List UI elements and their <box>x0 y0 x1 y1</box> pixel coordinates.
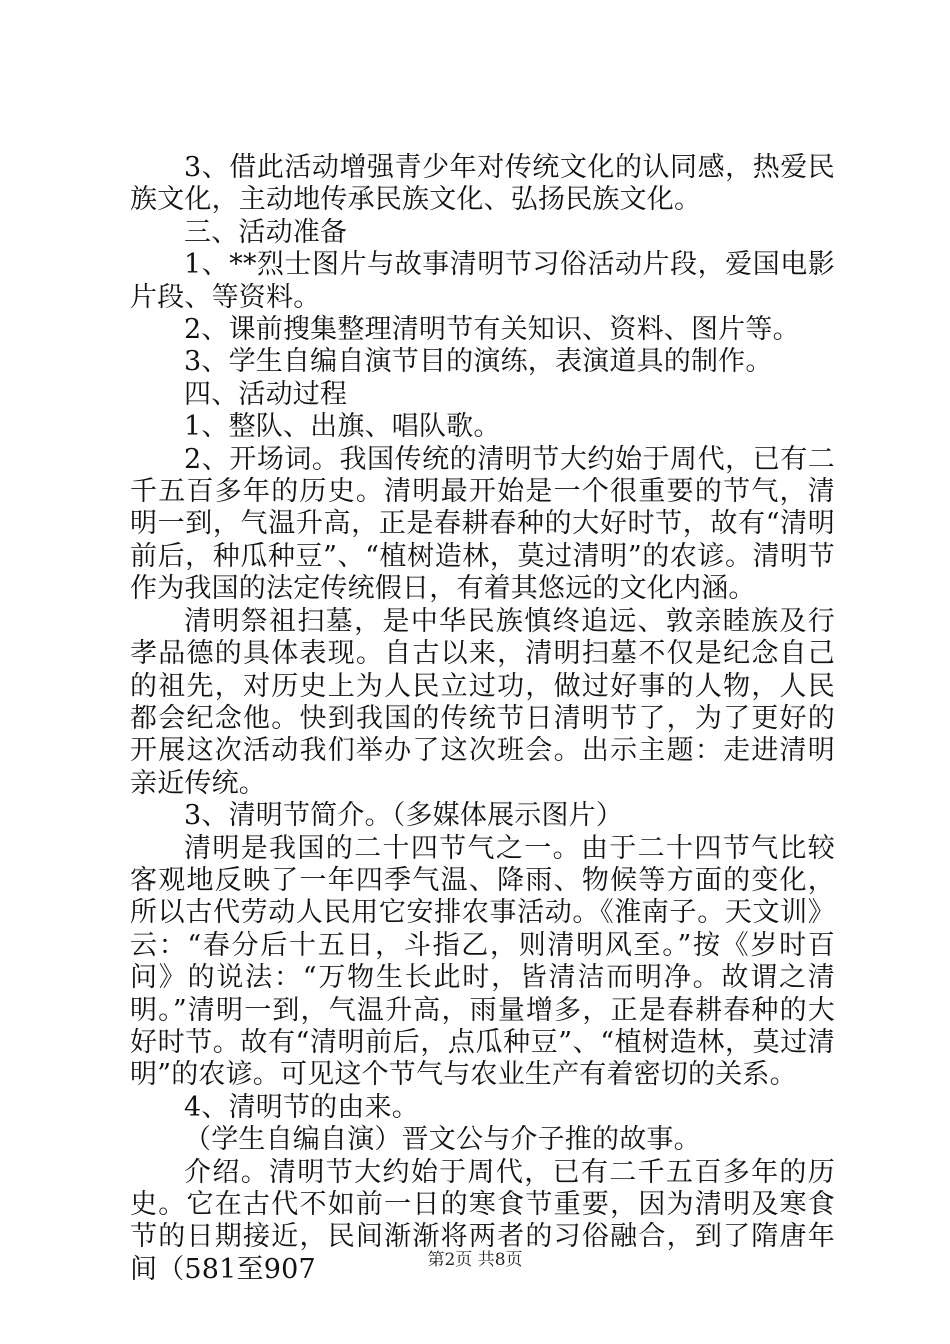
paragraph-goal-3: 3、借此活动增强青少年对传统文化的认同感，热爱民族文化，主动地传承民族文化、弘扬民族文化。 <box>130 152 835 216</box>
paragraph-intro-heading: 3、清明节简介。（多媒体展示图片） <box>184 800 624 832</box>
paragraph-origin-heading: 4、清明节的由来。 <box>184 1091 419 1123</box>
paragraph-prep-1: 1、**烈士图片与故事清明节习俗活动片段，爱国电影片段、等资料。 <box>130 249 835 313</box>
document-body <box>130 152 835 1286</box>
paragraph-prep-2: 2、课前搜集整理清明节有关知识、资料、图片等。 <box>184 314 800 346</box>
paragraph-process-1: 1、整队、出旗、唱队歌。 <box>184 411 501 443</box>
page-number-footer: 第2页 共8页 <box>427 1250 523 1270</box>
paragraph-introduction: 介绍。清明节大约始于周代，已有二千五百多年的历史。它在古代不如前一日的寒食节重要，因为清明及寒食节的日期接近，民间渐渐将两者的习俗融合，到了隋唐年间（581至907 <box>130 1156 835 1285</box>
paragraph-solar-term: 清明是我国的二十四节气之一。由于二十四节气比较客观地反映了一年四季气温、降雨、物候等方面的变化，所以古代劳动人民用它安排农事活动。《淮南子。天文训》云：“春分后十五日，斗指乙，则清明风至。”按《岁时百问》的说法：“万物生长此时，皆清洁而明净。故谓之清明。”清明一到，气温升高，雨量增多，正是春耕春种的大好时节。故有“清明前后，点瓜种豆”、“植树造林，莫过清明”的农谚。可见这个节气与农业生产有着密切的关系。 <box>130 832 835 1091</box>
paragraph-tomb-sweeping: 清明祭祖扫墓，是中华民族慎终追远、敦亲睦族及行孝品德的具体表现。自古以来，清明扫墓不仅是纪念自己的祖先，对历史上为人民立过功，做过好事的人物，人民都会纪念他。快到我国的传统节日清明节了，为了更好的开展这次活动我们举办了这次班会。出示主题：走进清明亲近传统。 <box>130 605 835 799</box>
paragraph-prep-3: 3、学生自编自演节目的演练，表演道具的制作。 <box>184 346 773 378</box>
section-heading-preparation: 三、活动准备 <box>184 216 348 248</box>
paragraph-story: （学生自编自演）晋文公与介子推的故事。 <box>184 1124 701 1156</box>
paragraph-opening-speech: 2、开场词。我国传统的清明节大约始于周代，已有二千五百多年的历史。清明最开始是一个很重要的节气，清明一到，气温升高，正是春耕春种的大好时节，故有“清明前后，种瓜种豆”、“植树造林，莫过清明”的农谚。清明节作为我国的法定传统假日，有着其悠远的文化内涵。 <box>130 443 835 605</box>
section-heading-process: 四、活动过程 <box>184 378 348 410</box>
